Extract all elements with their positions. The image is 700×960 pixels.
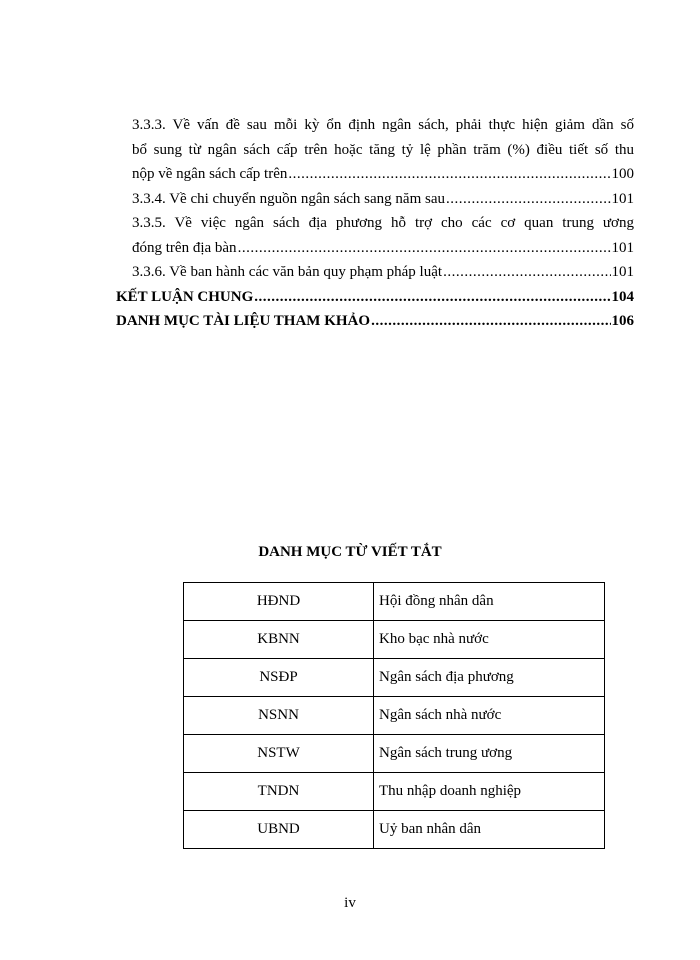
abbreviation-code: UBND [184,811,374,849]
toc-item-3-3-6[interactable] [116,260,634,285]
toc-page-number: 104 [611,288,634,305]
abbreviation-meaning: Ngân sách nhà nước [374,697,605,735]
toc-item-3-3-5-line2: đóng trên địa bàn [132,239,237,256]
abbreviations-title: DANH MỤC TỪ VIẾT TẮT [258,544,442,560]
toc-item-3-3-3-line1: 3.3.3. Về vấn đề sau mỗi kỳ ổn định ngân sách, phải thực hiện giảm dần số [132,117,634,133]
abbreviation-code: NSĐP [184,659,374,697]
abbreviation-code: TNDN [184,773,374,811]
toc-item-3-3-3[interactable] [116,113,634,187]
table-row [184,621,605,659]
table-of-contents [116,113,634,334]
table-row [184,697,605,735]
abbreviation-code: HĐND [184,583,374,621]
abbreviation-meaning: Uỷ ban nhân dân [374,811,605,849]
abbreviation-meaning: Thu nhập doanh nghiệp [374,773,605,811]
table-row [184,583,605,621]
toc-leader-dots [238,236,611,261]
toc-item-3-3-3-line2: bổ sung từ ngân sách cấp trên hoặc tăng tỷ lệ phần trăm (%) điều tiết số thu [132,141,634,158]
table-row [184,659,605,697]
toc-page-number: 100 [611,166,634,182]
toc-item-3-3-3-line3: nộp về ngân sách cấp trên [132,166,288,182]
table-row [184,773,605,811]
toc-item-3-3-5-line2-row [132,236,634,261]
abbreviation-code: NSNN [184,697,374,735]
toc-item-3-3-5-line1: 3.3.5. Về việc ngân sách địa phương hỗ trợ cho các cơ quan trung ương [132,215,634,231]
toc-leader-dots [288,162,610,187]
toc-tai-lieu-text: DANH MỤC TÀI LIỆU THAM KHẢO [116,313,371,329]
page-number: iv [344,895,356,911]
toc-leader-dots [443,260,610,285]
toc-item-3-3-4-text: 3.3.4. Về chi chuyển nguồn ngân sách sang năm sau [132,190,445,207]
table-row [184,811,605,849]
abbreviation-code: NSTW [184,735,374,773]
table-row [184,735,605,773]
toc-leader-dots [371,309,610,334]
toc-leader-dots [254,285,610,310]
toc-page-number: 106 [611,313,634,329]
abbreviation-meaning: Ngân sách trung ương [374,735,605,773]
toc-item-3-3-3-line2-row [132,138,634,163]
toc-item-3-3-6-text: 3.3.6. Về ban hành các văn bản quy phạm pháp luật [132,264,443,280]
toc-leader-dots [446,187,611,212]
toc-item-ket-luan-chung[interactable] [116,285,634,310]
toc-ket-luan-text: KẾT LUẬN CHUNG [116,288,254,305]
abbreviation-meaning: Ngân sách địa phương [374,659,605,697]
abbreviation-meaning: Kho bạc nhà nước [374,621,605,659]
toc-item-tai-lieu-tham-khao[interactable] [116,309,634,334]
abbreviation-meaning: Hội đồng nhân dân [374,583,605,621]
toc-item-3-3-4[interactable] [116,187,634,212]
abbreviation-code: KBNN [184,621,374,659]
toc-page-number: 101 [611,239,634,256]
toc-page-number: 101 [611,264,634,280]
toc-item-3-3-3-line3-row [132,162,634,187]
toc-item-3-3-5[interactable] [116,211,634,260]
toc-page-number: 101 [611,190,634,207]
abbreviations-table [183,582,605,849]
